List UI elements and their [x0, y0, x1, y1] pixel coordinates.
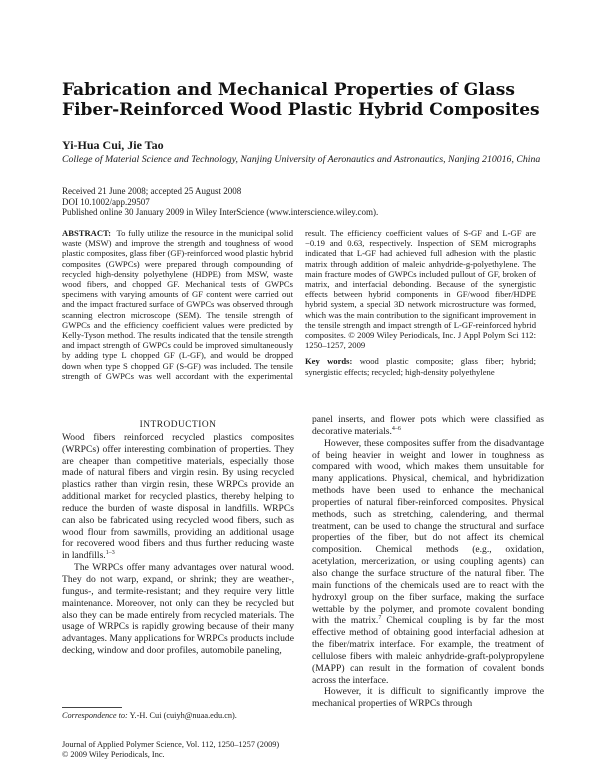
publication-dates	[62, 186, 542, 218]
reference-7: 7	[378, 615, 382, 622]
body-column-left	[62, 420, 294, 657]
abstract-label: ABSTRACT:	[62, 228, 112, 238]
body-column-right	[312, 414, 544, 710]
published-online: Published online 30 January 2009 in Wiley InterScience (www.interscience.wiley.com).	[62, 207, 379, 217]
footnote-divider	[62, 707, 122, 708]
journal-line: Journal of Applied Polymer Science, Vol. 112, 1250–1257 (2009)	[62, 740, 280, 749]
journal-citation	[62, 740, 302, 760]
right-paragraph-1	[312, 414, 544, 438]
keywords	[305, 356, 536, 376]
right-paragraph-1-text: panel inserts, and flower pots which were classified as decorative materials.	[312, 414, 544, 437]
keywords-label: Key words:	[305, 356, 353, 367]
right-paragraph-2b-text: Chemical coupling is by far the most effective method of obtaining good interfacial adhesion at the fiber/matrix interface. For example, the treatment of cellulose fibers with maleic anhydride-graft-polypropylene (MAPP) can result in the formation of covalent bonds across the interface.	[312, 615, 544, 686]
title-line-1: Fabrication and Mechanical Properties of Glass	[62, 80, 515, 100]
correspondence-footnote	[62, 711, 302, 721]
doi: DOI 10.1002/app.29507	[62, 196, 150, 207]
right-paragraph-3: However, it is difficult to significantly improve the mechanical properties of WRPCs through	[312, 686, 544, 710]
keywords-text: wood plastic composite; glass fiber; hybrid; synergistic effects; recycled; high-density polyethylene	[305, 356, 536, 377]
right-paragraph-2	[312, 438, 544, 687]
intro-paragraph-1-text: Wood fibers reinforced recycled plastics composites (WRPCs) offer interesting combination of properties. They are cheaper than competitive materials, especially those made of natural fibers and virgin resin. By using recycled plastics rather than virgin resin, these WRPCs provide an additional market for recycled plastics, thereby helping to reduce the burden of waste disposal in landfills. WRPCs can also be fabricated using recycled wood fibers, such as wood flour from sawmills, providing an additional usage for recovered wood fibers and thus further reducing waste in landfills.	[62, 431, 294, 562]
affiliation: College of Material Science and Technology, Nanjing University of Aeronautics and Astronautics, Nanjing 210016, China	[62, 154, 541, 165]
intro-paragraph-2: The WRPCs offer many advantages over natural wood. They do not warp, expand, or shrink; they are weather-, fungus-, and termite-resistant; and they require very little maintenance. Moreover, not only can they be recycled but also they can be made entirely from recycled materials. The usage of WRPCs is rapidly growing because of their many advantages. Many applications for WRPCs products include decking, window and door profiles, automobile paneling,	[62, 562, 294, 657]
reference-1-3: 1–3	[105, 550, 115, 557]
received-date: Received 21 June 2008; accepted 25 August 2008	[62, 186, 242, 196]
abstract	[62, 228, 536, 381]
intro-paragraph-1	[62, 432, 294, 562]
article-title	[62, 80, 542, 120]
abstract-text: To fully utilize the resource in the municipal solid waste (MSW) and improve the strength and toughness of wood plastic composites, glass fiber (GF)-reinforced wood plastic hybrid composites (GWPCs) were prepared through compounding of recycled high-density polyethylene (HDPE) from MSW, waste wood fibers, and chopped GF. Mechanical tests of GWPCs specimens with varying amounts of GF content were carried out and the impact fractured surface of GWPCs was observed through scanning electron microscope (SEM). The tensile strength of GWPCs and the efficiency coefficient values were predicted by Kelly-Tyson method. The results indicated that the tensile strength and impact strength of GWPCs could be improved simultaneously by adding type L chopped GF (L-GF), and would be dropped down when type S chopped GF (S-GF) was included. The tensile strength of GWPCs was well accordant with the experimental result. The efficiency coefficient values of S-GF and L-GF are −0.19 and 0.63, respectively. Inspection of SEM micrographs indicated that L-GF had achieved full adhesion with the plastic matrix through addition of maleic anhydride-g-polyethylene. The main fracture modes of GWPCs included pullout of GF, broken of matrix, and interfacial debonding. Because of the synergistic effects between hybrid components in GF/wood fiber/HDPE hybrid system, a special 3D network microstructure was formed, which was the main contribution to the significant improvement in the tensile strength and impact strength of L-GF-reinforced hybrid composites. © 2009 Wiley Periodicals, Inc. J Appl Polym Sci 112: 1250–1257, 2009	[62, 228, 536, 381]
correspondence-label: Correspondence to:	[62, 711, 128, 720]
authors: Yi-Hua Cui, Jie Tao	[62, 138, 164, 152]
reference-4-6: 4–6	[391, 425, 401, 432]
section-heading-introduction: INTRODUCTION	[139, 420, 217, 430]
title-line-2: Fiber-Reinforced Wood Plastic Hybrid Composites	[62, 100, 540, 120]
copyright-line: © 2009 Wiley Periodicals, Inc.	[62, 750, 165, 759]
right-paragraph-2-text: However, these composites suffer from the disadvantage of being heavier in weight and lower in toughness as compared with wood, which makes them unsuitable for many applications. Physical, chemical, and hybridization methods have been used to enhance the mechanical properties of natural fiber-reinforced composites. Physical methods, such as stretching, calendering, and thermal treatment, can be used to change the structural and surface properties of the fiber, but do not affect its chemical composition. Chemical methods (e.g., oxidation, acetylation, mercerization, or using coupling agents) can also change the surface structure of the natural fiber. The main functions of the chemicals used are to react with the hydroxyl group on the fiber surface, making the surface wettable by the polymer, and promote covalent bonding with the matrix.	[312, 437, 544, 627]
correspondence-email: Y.-H. Cui (cuiyh@nuaa.edu.cn).	[129, 711, 237, 720]
